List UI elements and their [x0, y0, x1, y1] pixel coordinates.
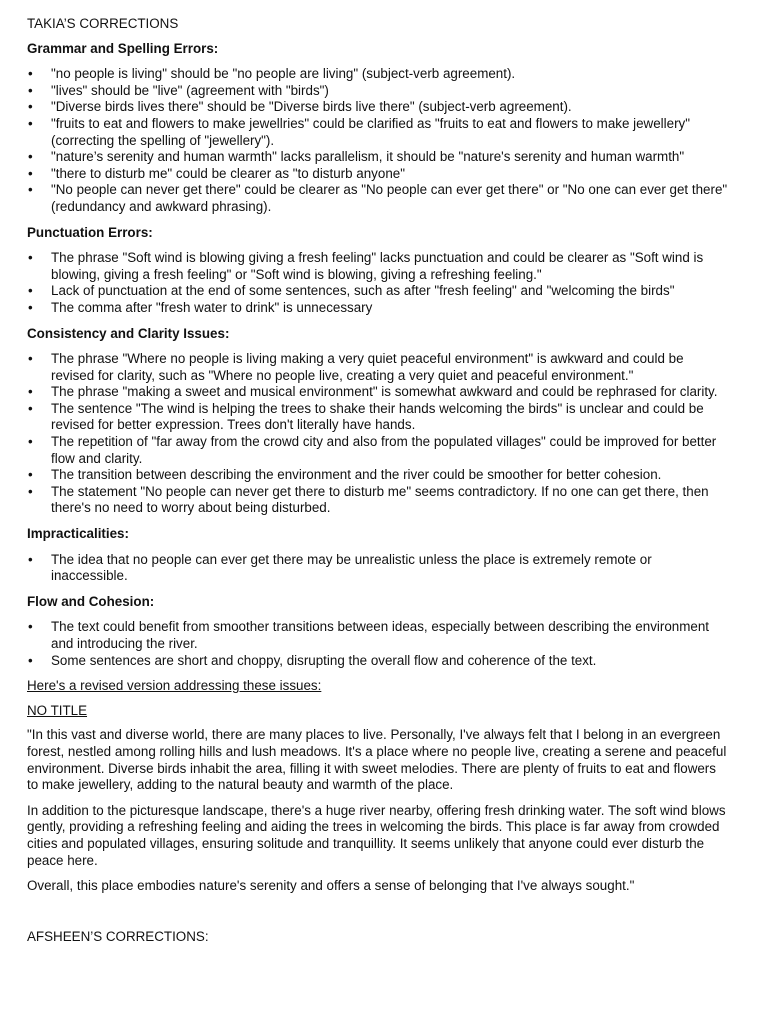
next-section-title: AFSHEEN’S CORRECTIONS:: [27, 928, 209, 944]
heading-grammar-spelling: Grammar and Spelling Errors:: [27, 40, 219, 56]
list-item: • "Diverse birds lives there" should be "Diverse birds live there" (subject-verb agreement).: [27, 99, 728, 116]
list-item: • The repetition of "far away from the crowd city and also from the populated villages" could be improved for better flow and clarity.: [27, 434, 728, 467]
list-item: • The phrase "making a sweet and musical environment" is somewhat awkward and could be rephrased for clarity.: [27, 384, 728, 401]
revised-intro: Here's a revised version addressing these issues:: [27, 678, 322, 694]
list-item: • The transition between describing the environment and the river could be smoother for better cohesion.: [27, 467, 728, 484]
list-item: • The phrase "Soft wind is blowing giving a fresh feeling" lacks punctuation and could be clearer as "Soft wind is blowing, giving a fresh feeling" or "Soft wind is blowing, giving a refreshing feeling.": [27, 250, 728, 283]
revised-paragraph: In addition to the picturesque landscape, there's a huge river nearby, offering fresh drinking water. The soft wind blows gently, providing a refreshing feeling and aiding the trees in welcoming the birds. This place is far away from crowded cities and populated villages, ensuring solitude and tranquillity. It seems unlikely that anyone could ever disturb the peace here.: [27, 802, 726, 868]
list-item: • "nature’s serenity and human warmth" lacks parallelism, it should be "nature's serenity and human warmth": [27, 149, 728, 166]
list-item: • The sentence "The wind is helping the trees to shake their hands welcoming the birds" is unclear and could be revised for better expression. Trees don't literally have hands.: [27, 401, 728, 434]
list-impracticalities: [27, 552, 728, 585]
list-item: • "fruits to eat and flowers to make jewellries" could be clarified as "fruits to eat and flowers to make jewellery" (correcting the spelling of "jewellery").: [27, 116, 728, 149]
list-item: • "there to disturb me" could be clearer as "to disturb anyone": [27, 166, 728, 183]
document-title: TAKIA’S CORRECTIONS: [27, 16, 179, 31]
list-flow-cohesion: [27, 619, 728, 669]
spacer: [27, 904, 728, 929]
revised-paragraph: Overall, this place embodies nature's serenity and offers a sense of belonging that I've always sought.": [27, 878, 635, 894]
heading-impracticalities: Impracticalities:: [27, 526, 129, 542]
list-item: • "lives" should be "live" (agreement with "birds"): [27, 83, 728, 100]
heading-punctuation: Punctuation Errors:: [27, 224, 153, 240]
list-item: • The phrase "Where no people is living making a very quiet peaceful environment" is awkward and could be revised for clarity, such as "Where no people live, creating a very quiet and peaceful environment.": [27, 351, 728, 384]
list-item: • Some sentences are short and choppy, disrupting the overall flow and coherence of the text.: [27, 653, 728, 670]
heading-flow-cohesion: Flow and Cohesion:: [27, 593, 155, 609]
list-item: • The idea that no people can ever get there may be unrealistic unless the place is extremely remote or inaccessible.: [27, 552, 728, 585]
list-item: • The text could benefit from smoother transitions between ideas, especially between describing the environment and introducing the river.: [27, 619, 728, 652]
list-item: • The statement "No people can never get there to disturb me" seems contradictory. If no one can get there, then there's no need to worry about being disturbed.: [27, 484, 728, 517]
heading-consistency-clarity: Consistency and Clarity Issues:: [27, 325, 230, 341]
list-item: • "No people can never get there" could be clearer as "No people can ever get there" or "No one can ever get there" (redundancy and awkward phrasing).: [27, 182, 728, 215]
list-grammar-spelling: [27, 66, 728, 215]
list-consistency-clarity: [27, 351, 728, 517]
list-item: • Lack of punctuation at the end of some sentences, such as after "fresh feeling" and "welcoming the birds": [27, 283, 728, 300]
list-item: • The comma after "fresh water to drink" is unnecessary: [27, 300, 728, 317]
revised-title: NO TITLE: [27, 702, 88, 718]
list-punctuation: [27, 250, 728, 316]
list-item: • "no people is living" should be "no people are living" (subject-verb agreement).: [27, 66, 728, 83]
revised-paragraph: "In this vast and diverse world, there are many places to live. Personally, I've always felt that I belong in an evergreen forest, nestled among rolling hills and lush meadows. It's a place where no people live, creating a serene and peaceful environment. Diverse birds inhabit the area, filling it with sweet melodies. There are plenty of fruits to eat and flowers to make jewellery, adding to the natural beauty and warmth of the place.: [27, 727, 727, 793]
